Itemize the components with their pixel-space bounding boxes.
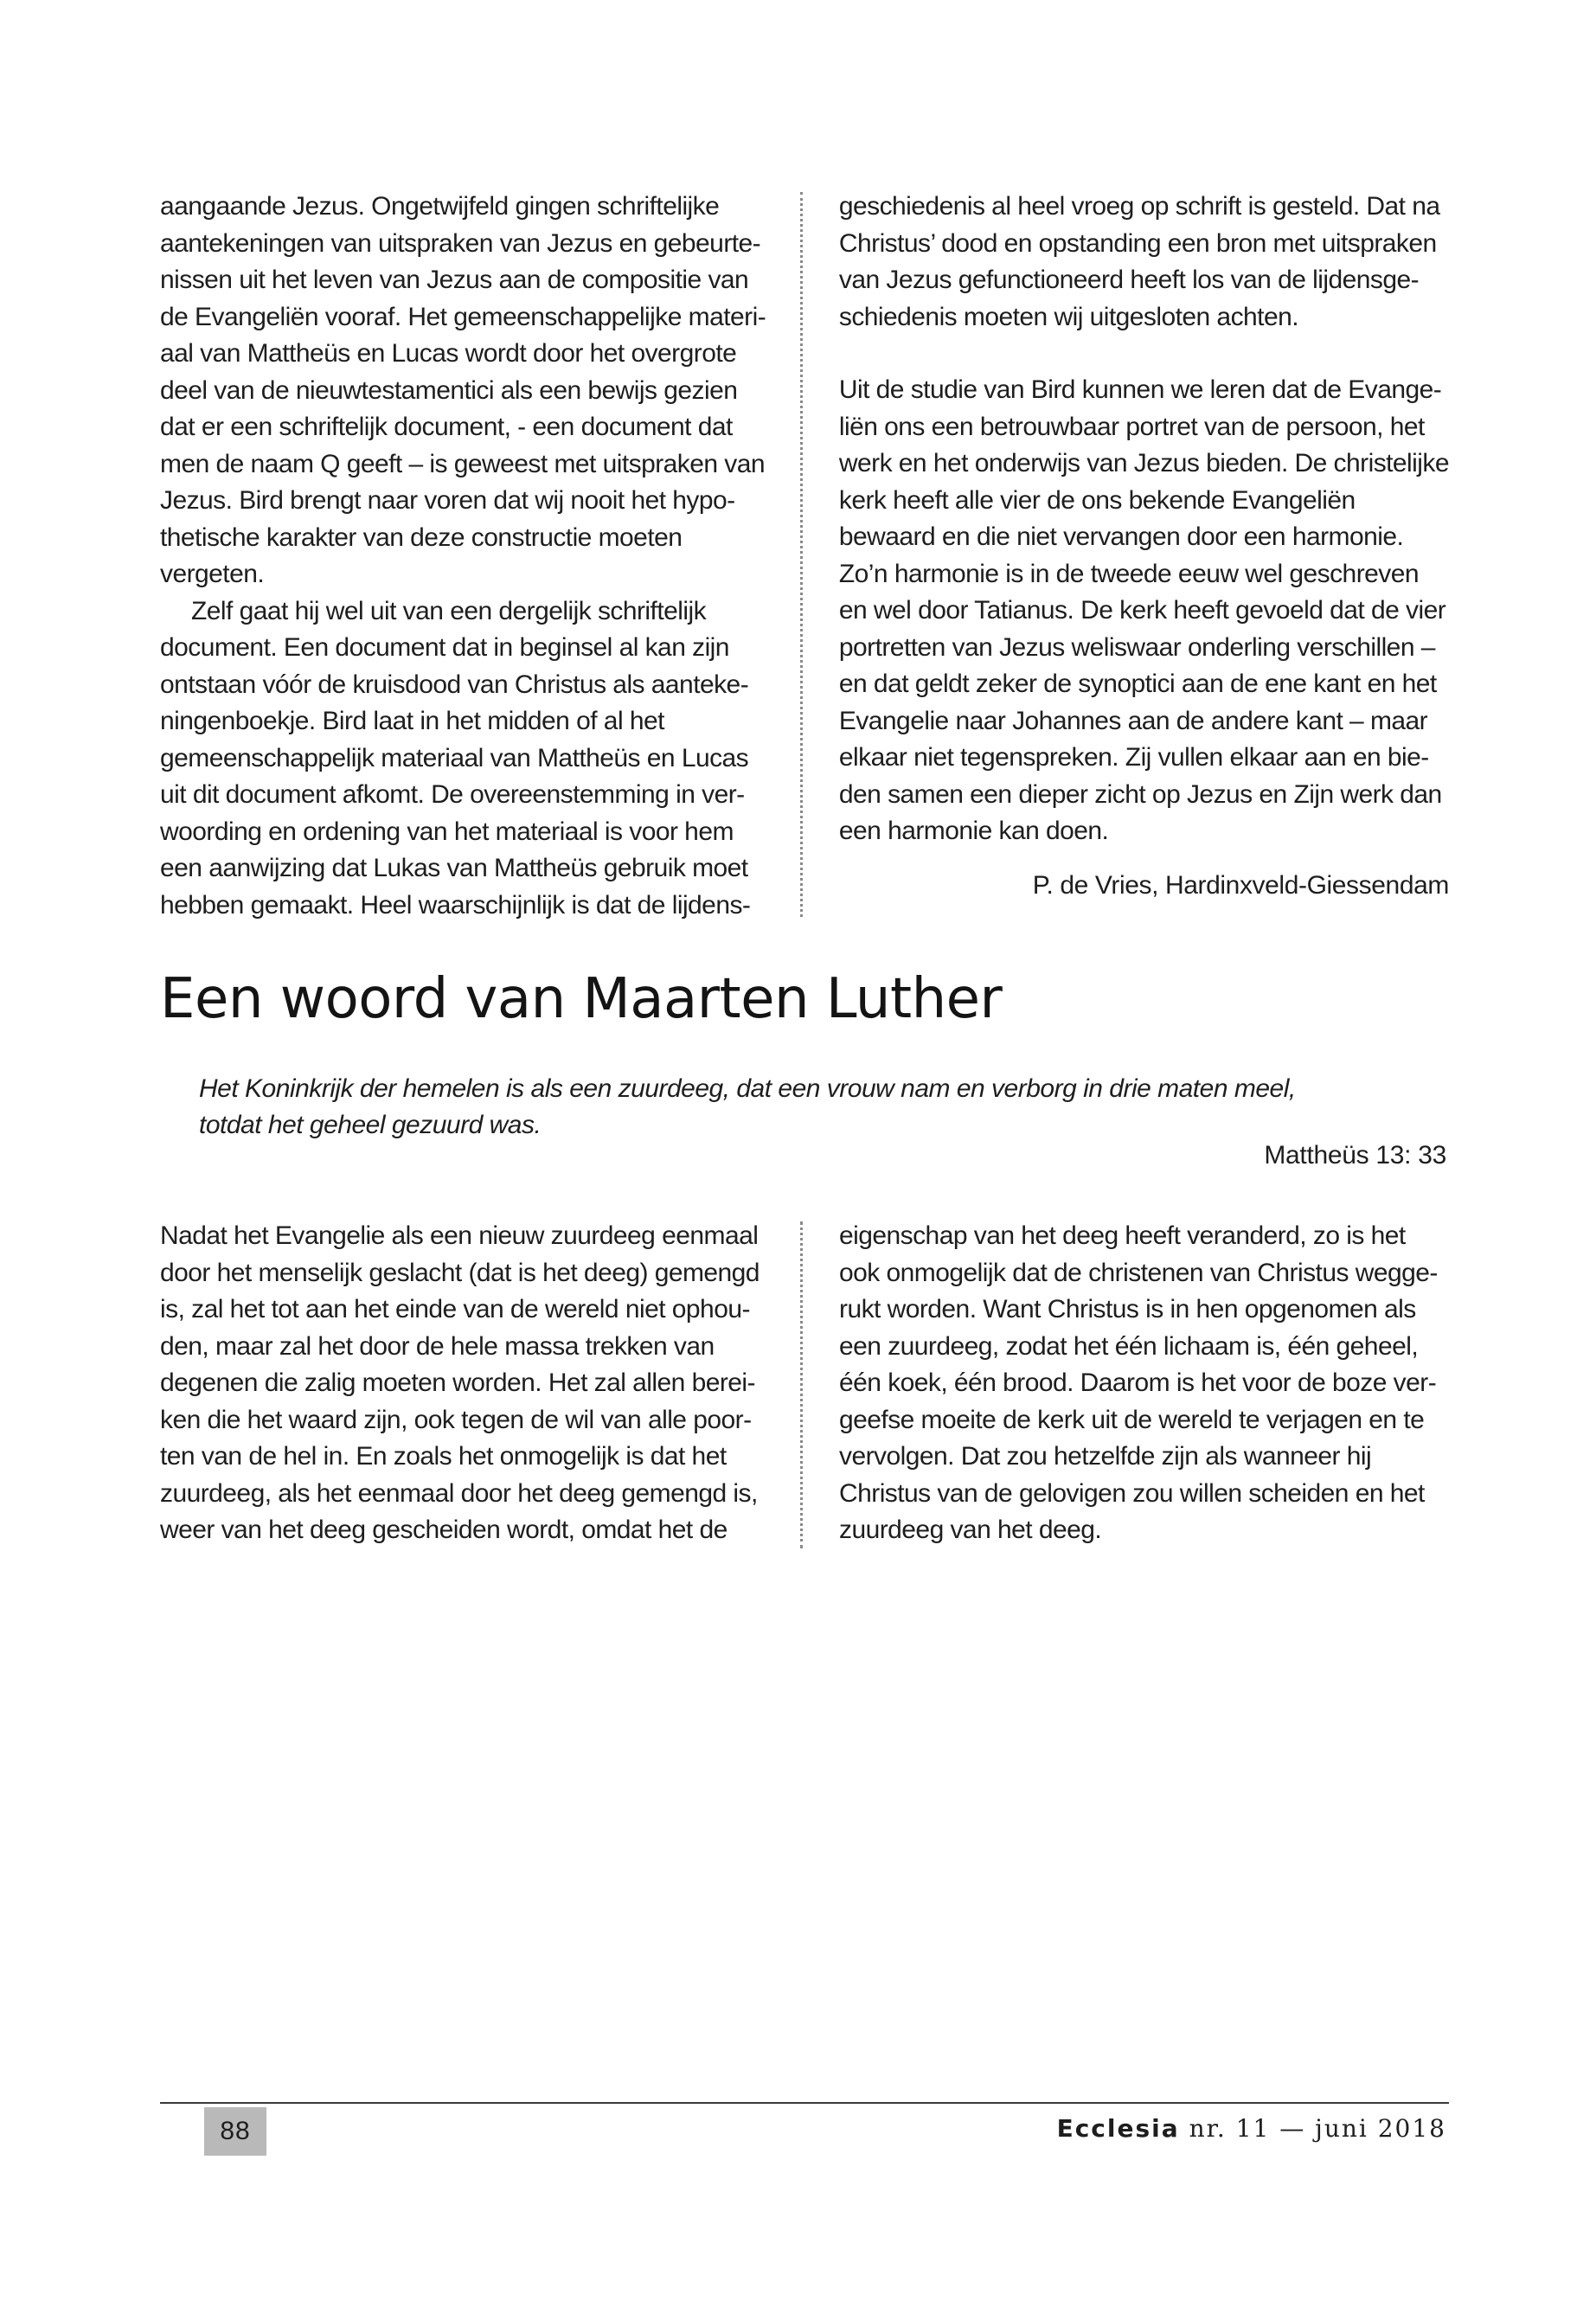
text-line: Zo’n harmonie is in de tweede eeuw wel geschreven [838, 559, 1419, 588]
quote-reference: Mattheüs 13: 33 [1264, 1141, 1446, 1170]
text-line: uit dit document afkomt. De overeenstemming in ver- [160, 780, 745, 809]
text-line: woording en ordening van het materiaal is voor hem [160, 817, 734, 846]
text-line: Christus van de gelovigen zou willen scheiden en het [839, 1478, 1425, 1508]
text-line: van Jezus gefunctioneerd heeft los van de lijdensge- [838, 266, 1420, 294]
text-line: een harmonie kan doen. [838, 817, 1109, 845]
text-line: degenen die zalig moeten worden. Het zal allen berei- [160, 1368, 755, 1397]
text-line: een aanwijzing dat Lukas van Mattheüs gebruik moet [160, 854, 748, 882]
text-line: vergeten. [160, 560, 265, 588]
text-line: Jezus. Bird brengt naar voren dat wij nooit het hypo- [160, 486, 735, 515]
text-line: hebben gemaakt. Heel waarschijnlijk is dat de lijdens- [160, 890, 751, 920]
journal-name: Ecclesia [1056, 2114, 1180, 2143]
quote-line: Het Koninkrijk der hemelen is als een zuurdeeg, dat een vrouw nam en verborg in drie maten meel, [199, 1074, 1296, 1103]
text-line: elkaar niet tegenspreken. Zij vullen elkaar aan en bie- [838, 743, 1429, 772]
text-line: deel van de nieuwtestamentici als een bewijs gezien [160, 375, 738, 405]
text-line: den, maar zal het door de hele massa trekken van [160, 1331, 715, 1361]
paragraph [839, 189, 1449, 336]
text-line: liën ons een betrouwbaar portret van de persoon, het [838, 412, 1425, 441]
column-divider [800, 1221, 803, 1548]
bible-quote [199, 1071, 1296, 1144]
text-line: thetische karakter van deze constructie moeten [160, 522, 683, 552]
continuation-left-column [160, 189, 770, 924]
quote-line: totdat het geheel gezuurd was. [199, 1111, 542, 1139]
text-line: door het menselijk geslacht (dat is het deeg) gemengd [160, 1258, 760, 1287]
text-line: portretten van Jezus weliswaar onderling verschillen – [838, 632, 1435, 662]
text-line: document. Een document dat in beginsel al kan zijn [160, 633, 729, 662]
text-line: zuurdeeg, als het eenmaal door het deeg gemengd is, [160, 1478, 758, 1508]
text-line: één koek, één brood. Daarom is het voor de boze ver- [839, 1368, 1437, 1397]
text-line: geschiedenis al heel vroeg op schrift is gesteld. Dat na [838, 192, 1440, 221]
text-line: Zelf gaat hij wel uit van een dergelijk schriftelijk [191, 596, 707, 625]
text-line: rukt worden. Want Christus is in hen opgenomen als [839, 1295, 1416, 1324]
text-line: weer van het deeg gescheiden wordt, omdat het de [160, 1516, 727, 1544]
column-divider [800, 192, 803, 917]
article-continuation [160, 189, 1449, 924]
text-line: den samen een dieper zicht op Jezus en Zijn werk dan [838, 779, 1442, 809]
text-line: zuurdeeg van het deeg. [839, 1516, 1102, 1544]
text-line: gemeenschappelijk materiaal van Mattheüs en Lucas [160, 743, 749, 772]
continuation-right-column [839, 189, 1449, 924]
text-line: bewaard en die niet vervangen door een harmonie. [838, 522, 1404, 551]
text-line: ningenboekje. Bird laat in het midden of al het [160, 707, 664, 735]
luther-text [160, 1218, 1449, 1549]
text-line: kerk heeft alle vier de ons bekende Evangeliën [838, 485, 1356, 515]
author-signature: P. de Vries, Hardinxveld-Giessendam [1032, 870, 1449, 900]
text-line: nissen uit het leven van Jezus aan de compositie van [160, 266, 749, 294]
text-line: de Evangeliën vooraf. Het gemeenschappelijke materi- [160, 302, 766, 331]
section-title: Een woord van Maarten Luther [160, 967, 1003, 1031]
text-line: schiedenis moeten wij uitgesloten achten. [838, 302, 1298, 331]
text-line: dat er een schriftelijk document, - een document dat [160, 413, 733, 441]
paragraph [160, 1218, 770, 1549]
paragraph [160, 189, 770, 924]
text-line: en wel door Tatianus. De kerk heeft gevoeld dat de vier [838, 596, 1446, 625]
luther-left-column [160, 1218, 770, 1549]
text-line: ken die het waard zijn, ook tegen de wil van alle poor- [160, 1405, 752, 1434]
journal-issue [1057, 2114, 1446, 2143]
text-line: een zuurdeeg, zodat het één lichaam is, één geheel, [839, 1331, 1419, 1361]
text-line: geefse moeite de kerk uit de wereld te verjagen en te [839, 1405, 1425, 1434]
paragraph [839, 372, 1449, 850]
luther-right-column [839, 1218, 1449, 1549]
text-line: aangaande Jezus. Ongetwijfeld gingen schriftelijke [160, 192, 720, 221]
text-line: ook onmogelijk dat de christenen van Christus wegge- [839, 1258, 1438, 1287]
text-line: werk en het onderwijs van Jezus bieden. De christelijke [838, 449, 1449, 478]
paragraph [839, 1218, 1449, 1549]
text-line: vervolgen. Dat zou hetzelfde zijn als wanneer hij [839, 1442, 1372, 1471]
text-line: aantekeningen van uitspraken van Jezus en gebeurte- [160, 228, 761, 258]
text-line: eigenschap van het deeg heeft veranderd, zo is het [839, 1221, 1406, 1250]
issue-info: nr. 11 — juni 2018 [1189, 2114, 1446, 2143]
page-number: 88 [204, 2107, 266, 2156]
text-line: Evangelie naar Johannes aan de andere kant – maar [838, 706, 1428, 735]
text-line: ten van de hel in. En zoals het onmogelijk is dat het [160, 1442, 727, 1471]
text-line: Nadat het Evangelie als een nieuw zuurdeeg eenmaal [160, 1221, 759, 1250]
text-line: ontstaan vóór de kruisdood van Christus als aanteke- [160, 670, 749, 699]
text-line: men de naam Q geeft – is geweest met uitspraken van [160, 449, 766, 478]
text-line: is, zal het tot aan het einde van de wereld niet ophou- [160, 1295, 750, 1324]
text-line: en dat geldt zeker de synoptici aan de ene kant en het [838, 670, 1437, 698]
text-line: Uit de studie van Bird kunnen we leren dat de Evange- [838, 375, 1442, 404]
text-line: Christus’ dood en opstanding een bron met uitspraken [838, 228, 1437, 258]
text-line: aal van Mattheüs en Lucas wordt door het overgrote [160, 339, 737, 368]
footer-rule [160, 2102, 1449, 2104]
